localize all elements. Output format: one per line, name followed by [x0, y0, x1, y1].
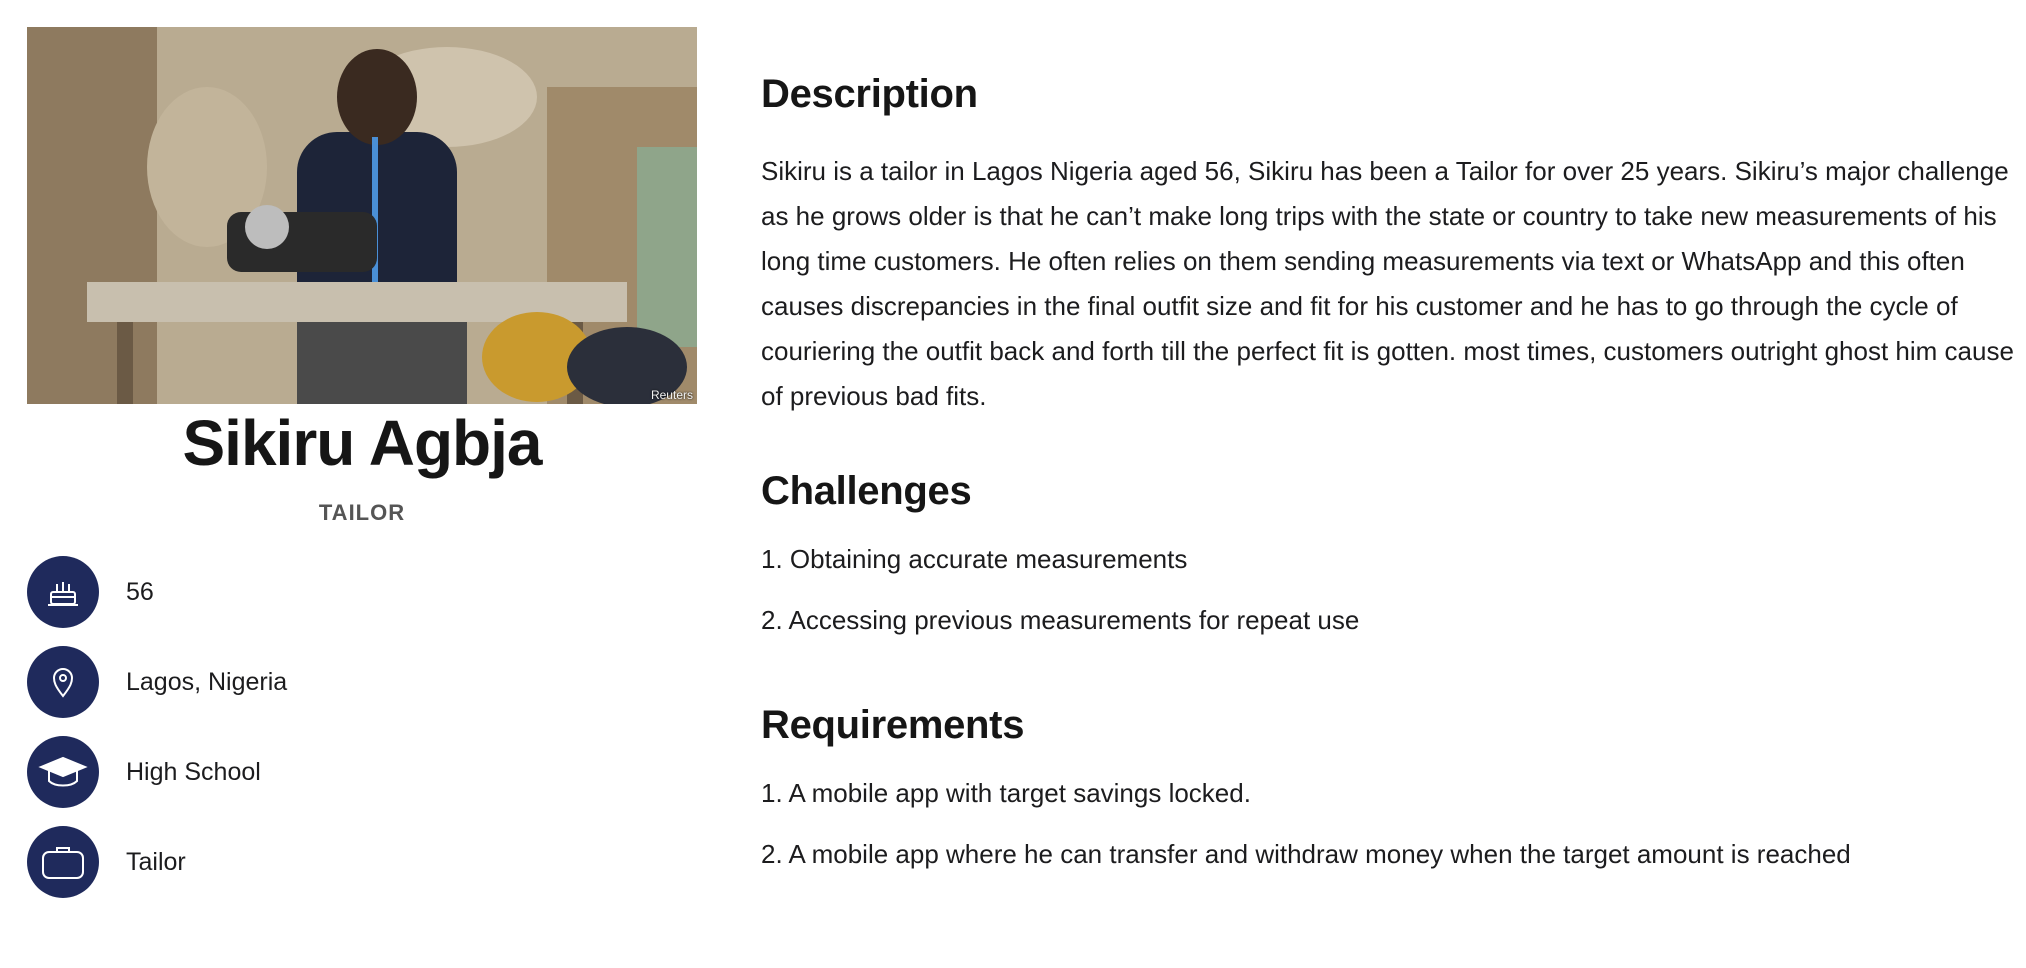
list-item: 1. A mobile app with target savings locked. — [761, 778, 1251, 808]
requirements-list — [761, 776, 2021, 871]
fact-occupation-text: Tailor — [126, 847, 186, 876]
fact-education-text: High School — [126, 757, 261, 786]
list-item: 1. Obtaining accurate measurements — [761, 544, 1188, 574]
photo-credit: Reuters — [650, 388, 693, 402]
fact-location — [27, 646, 697, 718]
requirements-section — [761, 703, 2021, 871]
fact-occupation — [27, 826, 697, 898]
tailor-photo-illustration — [27, 27, 697, 404]
location-pin-icon — [27, 646, 99, 718]
cake-icon — [27, 556, 99, 628]
fact-age-text: 56 — [126, 577, 154, 606]
profile-card — [27, 27, 697, 916]
persona-details — [761, 72, 2021, 898]
profile-name: Sikiru Agbja — [182, 407, 542, 479]
challenges-section — [761, 469, 2021, 637]
list-item: 2. Accessing previous measurements for repeat use — [761, 605, 1360, 635]
description-section — [761, 72, 2021, 419]
list-item: 2. A mobile app where he can transfer and withdraw money when the target amount is reached — [761, 839, 1851, 869]
challenges-list — [761, 542, 2021, 637]
description-text: Sikiru is a tailor in Lagos Nigeria aged 56, Sikiru has been a Tailor for over 25 years. Sikiru’s major challenge as he grows older is that he can’t make long trips with the state or country to take new measurements of his long time customers. He often relies on them sending measurements via text or WhatsApp and this often causes discrepancies in the final outfit size and fit for his customer and he has to go through the cycle of couriering the outfit back and forth till the perfect fit is gotten. most times, customers outright ghost him cause of previous bad fits. — [761, 156, 2014, 411]
profile-facts — [27, 556, 697, 898]
profile-role: TAILOR — [318, 500, 406, 525]
fact-age — [27, 556, 697, 628]
graduation-cap-icon — [27, 736, 99, 808]
fact-location-text: Lagos, Nigeria — [126, 667, 288, 696]
briefcase-icon — [27, 826, 99, 898]
description-heading: Description — [761, 72, 978, 116]
fact-education — [27, 736, 697, 808]
challenges-heading: Challenges — [761, 469, 972, 513]
profile-photo — [27, 27, 697, 404]
requirements-heading: Requirements — [761, 703, 1025, 747]
